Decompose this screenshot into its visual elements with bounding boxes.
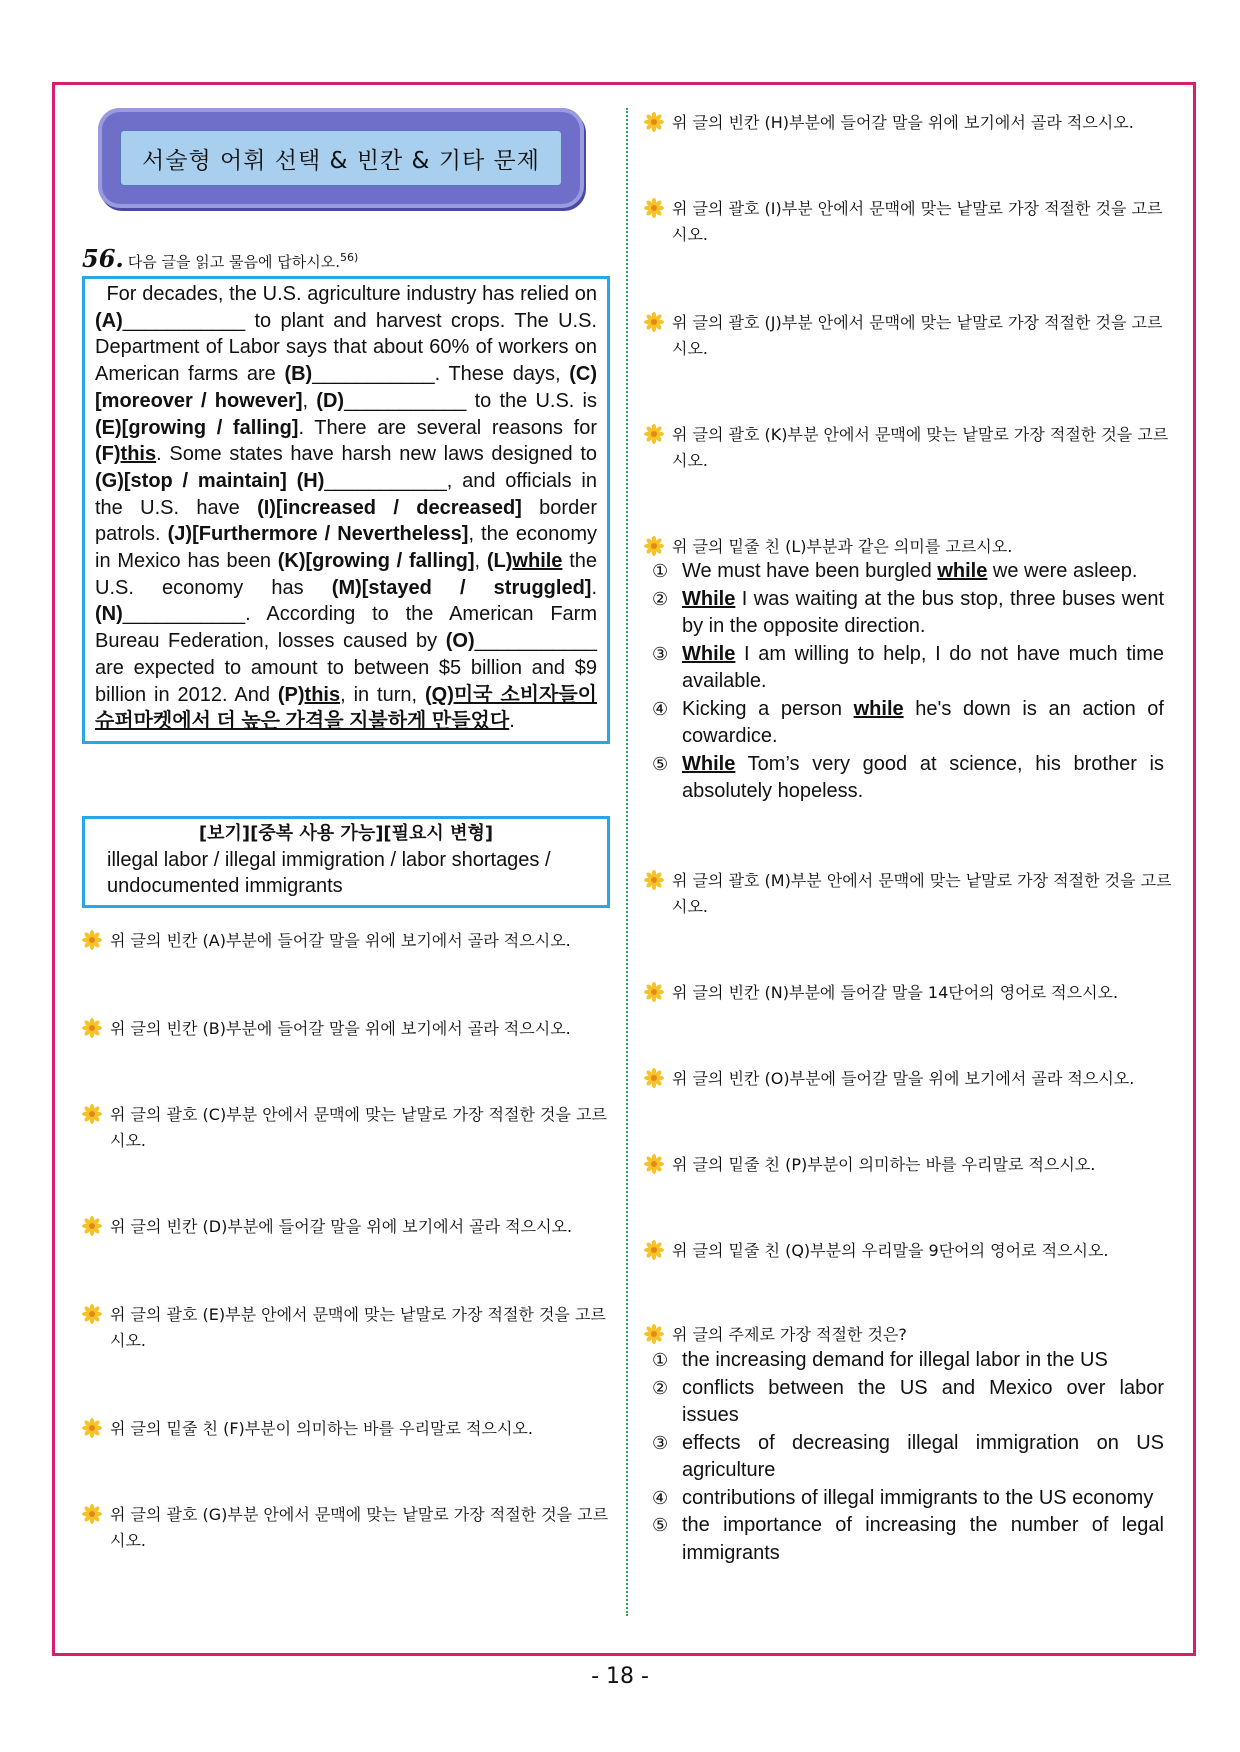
flower-bullet-icon bbox=[644, 982, 664, 1002]
flower-bullet-icon bbox=[644, 536, 664, 556]
marker-c: (C)[moreover / however] bbox=[95, 363, 597, 412]
option-text: I was waiting at the bus stop, three buses went by in the opposite direction. bbox=[682, 587, 1164, 637]
option-number: ④ bbox=[652, 698, 669, 720]
bogi-header: [보기][중복 사용 가능][필요시 변형] bbox=[198, 823, 494, 844]
question-item bbox=[644, 310, 1172, 362]
question-text: 위 글의 빈칸 (N)부분에 들어갈 말을 14단어의 영어로 적으시오. bbox=[672, 983, 1119, 1002]
page-number: - 18 - bbox=[591, 1664, 649, 1689]
L_options-options bbox=[652, 558, 1164, 806]
flower-bullet-icon bbox=[644, 198, 664, 218]
topic_options-options bbox=[652, 1347, 1164, 1567]
option-text: conflicts between the US and Mexico over labor issues bbox=[682, 1376, 1164, 1426]
question-text: 위 글의 밑줄 친 (P)부분이 의미하는 바를 우리말로 적으시오. bbox=[672, 1155, 1096, 1174]
passage-text: . These days, bbox=[434, 363, 570, 386]
underline-p: this bbox=[304, 683, 341, 706]
question-item bbox=[644, 534, 1172, 560]
bogi-box bbox=[82, 816, 610, 908]
question-item bbox=[644, 422, 1172, 474]
section-title: 서술형 어휘 선택 & 빈칸 & 기타 문제 bbox=[120, 130, 562, 186]
question-text: 위 글의 빈칸 (D)부분에 들어갈 말을 위에 보기에서 골라 적으시오. bbox=[110, 1217, 573, 1236]
question-item bbox=[82, 1214, 610, 1240]
blank-a: ___________ bbox=[122, 309, 246, 332]
option-keyword: while bbox=[937, 560, 988, 582]
question-text: 위 글의 빈칸 (B)부분에 들어갈 말을 위에 보기에서 골라 적으시오. bbox=[110, 1019, 571, 1038]
bogi-items: illegal labor / illegal immigration / labor shortages / undocumented immigrants bbox=[107, 849, 551, 897]
option-text: the importance of increasing the number of legal immigrants bbox=[682, 1514, 1164, 1564]
passage-text: to plant and harvest crops. The U.S. Department of Labor says that about 60% of workers on American farms are bbox=[95, 309, 597, 386]
question-text: 위 글의 괄호 (I)부분 안에서 문맥에 맞는 낱말로 가장 적절한 것을 고르시오. bbox=[672, 199, 1163, 244]
answer-option[interactable] bbox=[652, 586, 1164, 641]
flower-bullet-icon bbox=[82, 1104, 102, 1124]
passage-text: border patrols. bbox=[95, 496, 597, 546]
option-keyword: while bbox=[853, 697, 904, 720]
option-number: ① bbox=[652, 561, 669, 582]
flower-bullet-icon bbox=[82, 930, 102, 950]
answer-option[interactable] bbox=[652, 558, 1164, 586]
question-text: 위 글의 괄호 (G)부분 안에서 문맥에 맞는 낱말로 가장 적절한 것을 고르시오. bbox=[110, 1505, 609, 1550]
question-text: 위 글의 밑줄 친 (L)부분과 같은 의미를 고르시오. bbox=[672, 537, 1013, 556]
answer-option[interactable] bbox=[652, 1347, 1164, 1375]
option-text: We must have been burgled bbox=[682, 560, 938, 582]
answer-option[interactable] bbox=[652, 641, 1164, 696]
marker-b: (B) bbox=[284, 363, 313, 386]
passage-text: . There are several reasons for bbox=[298, 416, 597, 439]
section-title-box bbox=[98, 108, 584, 208]
passage-text: . bbox=[509, 710, 515, 733]
option-text: Kicking a person bbox=[682, 697, 854, 720]
question-item bbox=[644, 1066, 1172, 1092]
question-number: 56. bbox=[82, 244, 124, 273]
passage-text: , bbox=[302, 389, 317, 412]
question-item bbox=[82, 1502, 610, 1554]
passage-text: For decades, the U.S. agriculture industry has relied on bbox=[106, 283, 597, 305]
answer-option[interactable] bbox=[652, 696, 1164, 751]
question-text: 위 글의 괄호 (C)부분 안에서 문맥에 맞는 낱말로 가장 적절한 것을 고르시오. bbox=[110, 1105, 607, 1150]
question-text: 위 글의 빈칸 (O)부분에 들어갈 말을 위에 보기에서 골라 적으시오. bbox=[672, 1069, 1135, 1088]
question-item bbox=[82, 1302, 610, 1354]
question-item bbox=[644, 110, 1172, 136]
flower-bullet-icon bbox=[644, 112, 664, 132]
underline-f: this bbox=[120, 443, 157, 466]
marker-d: (D) bbox=[316, 389, 345, 412]
marker-n: (N) bbox=[95, 603, 123, 626]
question-item bbox=[644, 1152, 1172, 1178]
question-text: 위 글의 빈칸 (H)부분에 들어갈 말을 위에 보기에서 골라 적으시오. bbox=[672, 113, 1134, 132]
marker-l: (L) bbox=[486, 550, 513, 573]
passage-text: to the U.S. is bbox=[466, 389, 597, 412]
flower-bullet-icon bbox=[82, 1504, 102, 1524]
option-number: ① bbox=[652, 1350, 669, 1371]
question-text: 위 글의 밑줄 친 (F)부분이 의미하는 바를 우리말로 적으시오. bbox=[110, 1419, 533, 1438]
marker-f: (F) bbox=[95, 443, 121, 466]
question-item bbox=[82, 1416, 610, 1442]
passage-text: are expected to amount to between $5 billion and $9 billion in 2012. And bbox=[95, 656, 597, 706]
marker-e: (E)[growing / falling] bbox=[95, 416, 299, 439]
option-text: effects of decreasing illegal immigration on US agriculture bbox=[682, 1431, 1164, 1481]
option-text: the increasing demand for illegal labor in the US bbox=[682, 1349, 1108, 1371]
flower-bullet-icon bbox=[82, 1304, 102, 1324]
passage-text: the U.S. economy has bbox=[95, 550, 598, 599]
passage-text: , the economy in Mexico has been bbox=[95, 523, 597, 573]
option-number: ④ bbox=[652, 1487, 669, 1509]
flower-bullet-icon bbox=[644, 424, 664, 444]
question-header bbox=[82, 244, 358, 273]
flower-bullet-icon bbox=[82, 1418, 102, 1438]
flower-bullet-icon bbox=[644, 870, 664, 890]
marker-k: (K)[growing / falling] bbox=[277, 550, 475, 573]
option-keyword: While bbox=[682, 642, 736, 665]
passage-text: , in turn, bbox=[340, 683, 425, 706]
marker-m: (M)[stayed / struggled] bbox=[331, 576, 592, 599]
option-text: Tom’s very good at science, his brother is absolutely hopeless. bbox=[682, 752, 1164, 802]
blank-o: ___________ bbox=[474, 630, 597, 653]
question-item bbox=[644, 196, 1172, 248]
passage-text: . bbox=[591, 576, 598, 599]
question-item bbox=[644, 1322, 1172, 1348]
marker-p: (P) bbox=[277, 683, 305, 706]
flower-bullet-icon bbox=[82, 1216, 102, 1236]
blank-h: ___________ bbox=[324, 469, 447, 492]
passage-text: . According to the American Farm Bureau Federation, losses caused by bbox=[95, 603, 597, 653]
passage-text: . Some states have harsh new laws designed to bbox=[156, 443, 597, 466]
flower-bullet-icon bbox=[644, 1324, 664, 1344]
question-text: 위 글의 밑줄 친 (Q)부분의 우리말을 9단어의 영어로 적으시오. bbox=[672, 1241, 1109, 1260]
question-text: 위 글의 주제로 가장 적절한 것은? bbox=[672, 1325, 907, 1344]
answer-option[interactable] bbox=[652, 1485, 1164, 1513]
option-text: I am willing to help, I do not have much time available. bbox=[682, 642, 1164, 692]
question-item bbox=[82, 1102, 610, 1154]
marker-o: (O) bbox=[445, 630, 475, 653]
marker-h: (H) bbox=[296, 469, 325, 492]
blank-b: ___________ bbox=[312, 363, 435, 386]
question-item bbox=[82, 928, 610, 954]
option-number: ⑤ bbox=[652, 753, 669, 775]
question-instruction: 다음 글을 읽고 물음에 답하시오. bbox=[127, 253, 340, 271]
flower-bullet-icon bbox=[644, 312, 664, 332]
question-text: 위 글의 빈칸 (A)부분에 들어갈 말을 위에 보기에서 골라 적으시오. bbox=[110, 931, 571, 950]
answer-option[interactable] bbox=[652, 1375, 1164, 1430]
answer-option[interactable] bbox=[652, 1430, 1164, 1485]
option-text: contributions of illegal immigrants to the US economy bbox=[682, 1486, 1154, 1509]
question-text: 위 글의 괄호 (K)부분 안에서 문맥에 맞는 낱말로 가장 적절한 것을 고르시오. bbox=[672, 425, 1169, 470]
question-ref: 56) bbox=[339, 251, 359, 264]
column-divider bbox=[626, 108, 628, 1616]
passage-text: , and officials in the U.S. have bbox=[95, 469, 597, 519]
marker-g: (G)[stop / maintain] bbox=[95, 469, 287, 492]
marker-a: (A) bbox=[95, 309, 123, 332]
option-text: he's down is an action of cowardice. bbox=[682, 697, 1164, 747]
reading-passage bbox=[82, 276, 610, 744]
question-item bbox=[644, 868, 1172, 920]
blank-n: ___________ bbox=[122, 603, 246, 626]
marker-j: (J)[Furthermore / Nevertheless] bbox=[167, 523, 469, 546]
blank-d: ___________ bbox=[344, 389, 467, 412]
option-keyword: While bbox=[682, 752, 736, 775]
marker-i: (I)[increased / decreased] bbox=[257, 496, 522, 519]
option-number: ③ bbox=[652, 1432, 669, 1454]
question-text: 위 글의 괄호 (M)부분 안에서 문맥에 맞는 낱말로 가장 적절한 것을 고르시오. bbox=[672, 871, 1172, 916]
option-number: ⑤ bbox=[652, 1515, 669, 1536]
underline-q: (Q)미국 소비자들이 슈퍼마켓에서 더 높은 가격을 지불하게 만들었다 bbox=[95, 683, 598, 733]
flower-bullet-icon bbox=[644, 1154, 664, 1174]
option-keyword: While bbox=[682, 587, 736, 610]
question-text: 위 글의 괄호 (J)부분 안에서 문맥에 맞는 낱말로 가장 적절한 것을 고르시오. bbox=[672, 313, 1163, 358]
question-text: 위 글의 괄호 (E)부분 안에서 문맥에 맞는 낱말로 가장 적절한 것을 고르시오. bbox=[110, 1305, 606, 1350]
passage-text: , bbox=[474, 550, 487, 573]
underline-l: while bbox=[512, 550, 563, 573]
option-number: ③ bbox=[652, 643, 669, 665]
option-number: ② bbox=[652, 588, 669, 610]
answer-option[interactable] bbox=[652, 751, 1164, 806]
question-item bbox=[644, 1238, 1172, 1264]
question-item bbox=[82, 1016, 610, 1042]
question-item bbox=[644, 980, 1172, 1006]
flower-bullet-icon bbox=[644, 1068, 664, 1088]
option-number: ② bbox=[652, 1377, 669, 1399]
flower-bullet-icon bbox=[82, 1018, 102, 1038]
answer-option[interactable] bbox=[652, 1512, 1164, 1567]
flower-bullet-icon bbox=[644, 1240, 664, 1260]
option-text: we were asleep. bbox=[987, 560, 1138, 582]
